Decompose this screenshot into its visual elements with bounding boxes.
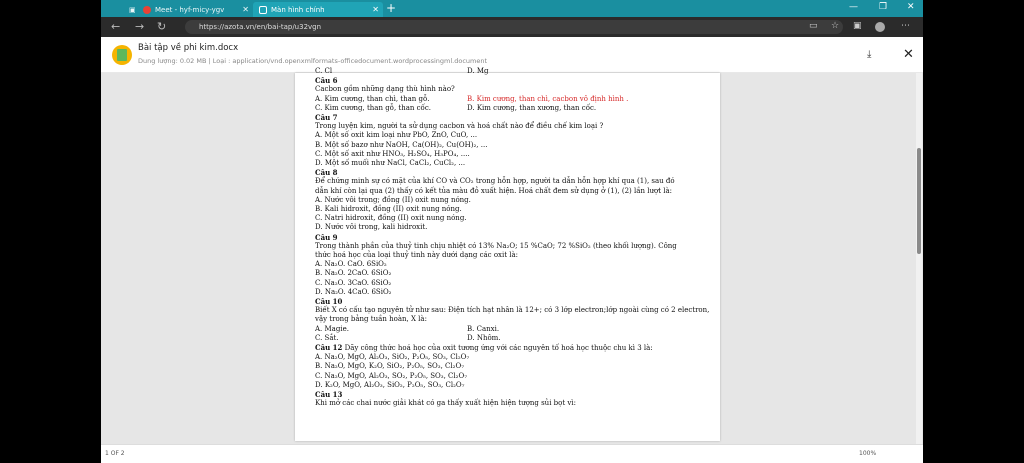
document-page <box>295 67 720 441</box>
answer-option: A. Nước vôi trong; đồng (II) oxit nung nóng. <box>315 195 471 204</box>
tab-meet[interactable] <box>143 2 253 17</box>
question-title: Câu 7 <box>315 112 338 122</box>
correct-answer: B. Kim cương, than chì, cacbon vô định hình . <box>467 94 629 103</box>
tab-strip <box>101 0 923 17</box>
question-text: Trong luyện kim, người ta sử dụng cacbon và hoá chất nào để điều chế kim loại ? <box>315 122 604 131</box>
document-title: Bài tập về phi kim.docx <box>138 43 239 53</box>
tab-label: Meet - hyf-micy-ygv <box>155 5 225 14</box>
question-text: Khi mở các chai nước giải khát có ga thấy xuất hiện hiện tượng sủi bọt vì: <box>315 399 576 408</box>
document-meta: Dung lượng: 0.02 MB | Loại : application/vnd.openxmlformats-officedocument.wordprocessingml.document <box>138 57 488 65</box>
page-content <box>315 67 710 408</box>
answer-row: C. Cl D. Mg <box>315 67 489 75</box>
page-indicator: 1 OF 2 <box>105 450 125 457</box>
answer-row: A. Kim cương, than chì, than gỗ. B. Kim cương, than chì, cacbon vô định hình . <box>315 94 629 103</box>
answer-option: D. K₂O, MgO, Al₂O₃, SiO₂, P₂O₅, SO₃, Cl₂O₇ <box>315 380 465 389</box>
answer-option: D. Một số muối như NaCl, CaCl₂, CuCl₂, ... <box>315 158 466 167</box>
reload-icon[interactable]: ↻ <box>157 20 167 33</box>
answer-row: A. Magie. B. Canxi. <box>315 324 500 333</box>
question-text: thức hoá học của loại thuỷ tinh này dưới dạng các oxit là: <box>315 251 519 260</box>
record-icon <box>143 6 151 14</box>
zoom-level[interactable]: 100% <box>859 450 877 457</box>
forward-icon[interactable]: → <box>135 20 145 33</box>
document-icon <box>112 45 132 65</box>
close-window-icon[interactable]: ✕ <box>907 2 915 12</box>
answer-option: B. Kali hidroxit, đồng (II) oxit nung nóng. <box>315 205 462 213</box>
answer-option: B. Một số bazơ như NaOH, Ca(OH)₂, Cu(OH)₂, ... <box>315 140 488 149</box>
answer-row: C. Kim cương, than gỗ, than cốc. D. Kim cương, than xương, than cốc. <box>315 103 597 112</box>
answer-option: B. Na₂O, MgO, K₂O, SiO₂, P₂O₅, SO₃, Cl₂O₇ <box>315 362 464 371</box>
question-title: Câu 8 <box>315 168 338 178</box>
answer-option: B. Na₂O. 2CaO. 6SiO₂ <box>315 269 392 278</box>
answer-option: D. Na₂O. 4CaO. 6SiO₂ <box>315 287 392 296</box>
question-text: Trong thành phần của thuỷ tinh chịu nhiệt có 13% Na₂O; 15 %CaO; 72 %SiO₂ (theo khối lượng). Công <box>315 241 677 250</box>
url-field[interactable] <box>185 20 843 34</box>
back-icon[interactable]: ← <box>111 20 121 33</box>
question-title: Câu 13 <box>315 390 343 400</box>
question-title: Câu 12 <box>315 343 343 353</box>
scroll-thumb[interactable] <box>917 148 921 254</box>
question-title: Câu 10 <box>315 297 343 307</box>
answer-option: C. Na₂O. 3CaO. 6SiO₂ <box>315 278 392 287</box>
azota-icon <box>259 6 267 14</box>
answer-option: A. Na₂O. CaO. 6SiO₂ <box>315 260 387 269</box>
answer-option: C. Na₂O, MgO, Al₂O₃, SO₂, P₂O₅, SO₃, Cl₂O₇ <box>315 371 468 380</box>
url-text: https://azota.vn/en/bai-tap/u32vgn <box>199 23 322 31</box>
browser-window <box>101 0 923 463</box>
favorite-icon[interactable]: ☆ <box>831 21 840 31</box>
answer-option: D. Nước vôi trong, kali hidroxit. <box>315 223 428 232</box>
tab-main[interactable] <box>253 2 383 17</box>
question-line <box>315 343 705 353</box>
answer-row: C. Sắt. D. Nhôm. <box>315 333 501 342</box>
answer-option: A. Na₂O, MgO, Al₂O₃, SiO₂, P₂O₅, SO₃, Cl₂O₇ <box>315 353 470 362</box>
question-text: Biết X có cấu tạo nguyên tử như sau: Điện tích hạt nhân là 12+; có 3 lớp electron;lớp ngoài cùng có 2 electron, <box>315 306 710 315</box>
answer-option: C. Một số axit như HNO₃, H₂SO₄, H₃PO₄, .... <box>315 149 470 158</box>
reader-icon[interactable]: ▭ <box>809 21 818 31</box>
maximize-icon[interactable]: ❐ <box>879 2 888 12</box>
close-viewer-icon[interactable]: ✕ <box>903 47 914 62</box>
question-text: Cacbon gồm những dạng thù hình nào? <box>315 85 455 94</box>
tab-label: Màn hình chính <box>271 5 325 14</box>
address-bar <box>101 17 923 37</box>
scrollbar[interactable] <box>916 73 922 444</box>
viewer-footer <box>101 444 923 463</box>
question-text: dẫn khí còn lại qua (2) thấy có kết tủa màu đỏ xuất hiện. Hoá chất đem sử dụng ở (1), (2) lần lượt là: <box>315 186 673 195</box>
avatar[interactable] <box>875 22 885 32</box>
question-title: Câu 9 <box>315 232 338 242</box>
new-tab-button[interactable]: + <box>386 1 397 15</box>
document-area[interactable] <box>101 67 923 444</box>
question-text: vậy trong bảng tuần hoàn, X là: <box>315 315 427 324</box>
menu-icon[interactable]: ⋯ <box>901 21 910 31</box>
answer-option: C. Natri hidroxit, đồng (II) oxit nung nóng. <box>315 214 467 223</box>
question-text: Dãy công thức hoá học của oxit tương ứng với các nguyên tố hoá học thuộc chu kì 3 là: <box>344 344 653 353</box>
minimize-icon[interactable]: — <box>849 2 858 12</box>
download-icon[interactable]: ⤓ <box>867 49 872 60</box>
sidebar-toggle-icon[interactable]: ▣ <box>129 5 136 14</box>
question-text: Để chứng minh sự có mặt của khí CO và CO₂ trong hỗn hợp, người ta dẫn hỗn hợp khí qua (1), sau đó <box>315 177 675 186</box>
close-tab-icon[interactable]: ✕ <box>242 5 249 14</box>
collections-icon[interactable]: ▣ <box>853 21 862 31</box>
close-tab-icon[interactable]: ✕ <box>372 5 379 14</box>
question-title: Câu 6 <box>315 76 338 86</box>
answer-option: A. Một số oxit kim loại như PbO, ZnO, CuO, ... <box>315 131 478 140</box>
